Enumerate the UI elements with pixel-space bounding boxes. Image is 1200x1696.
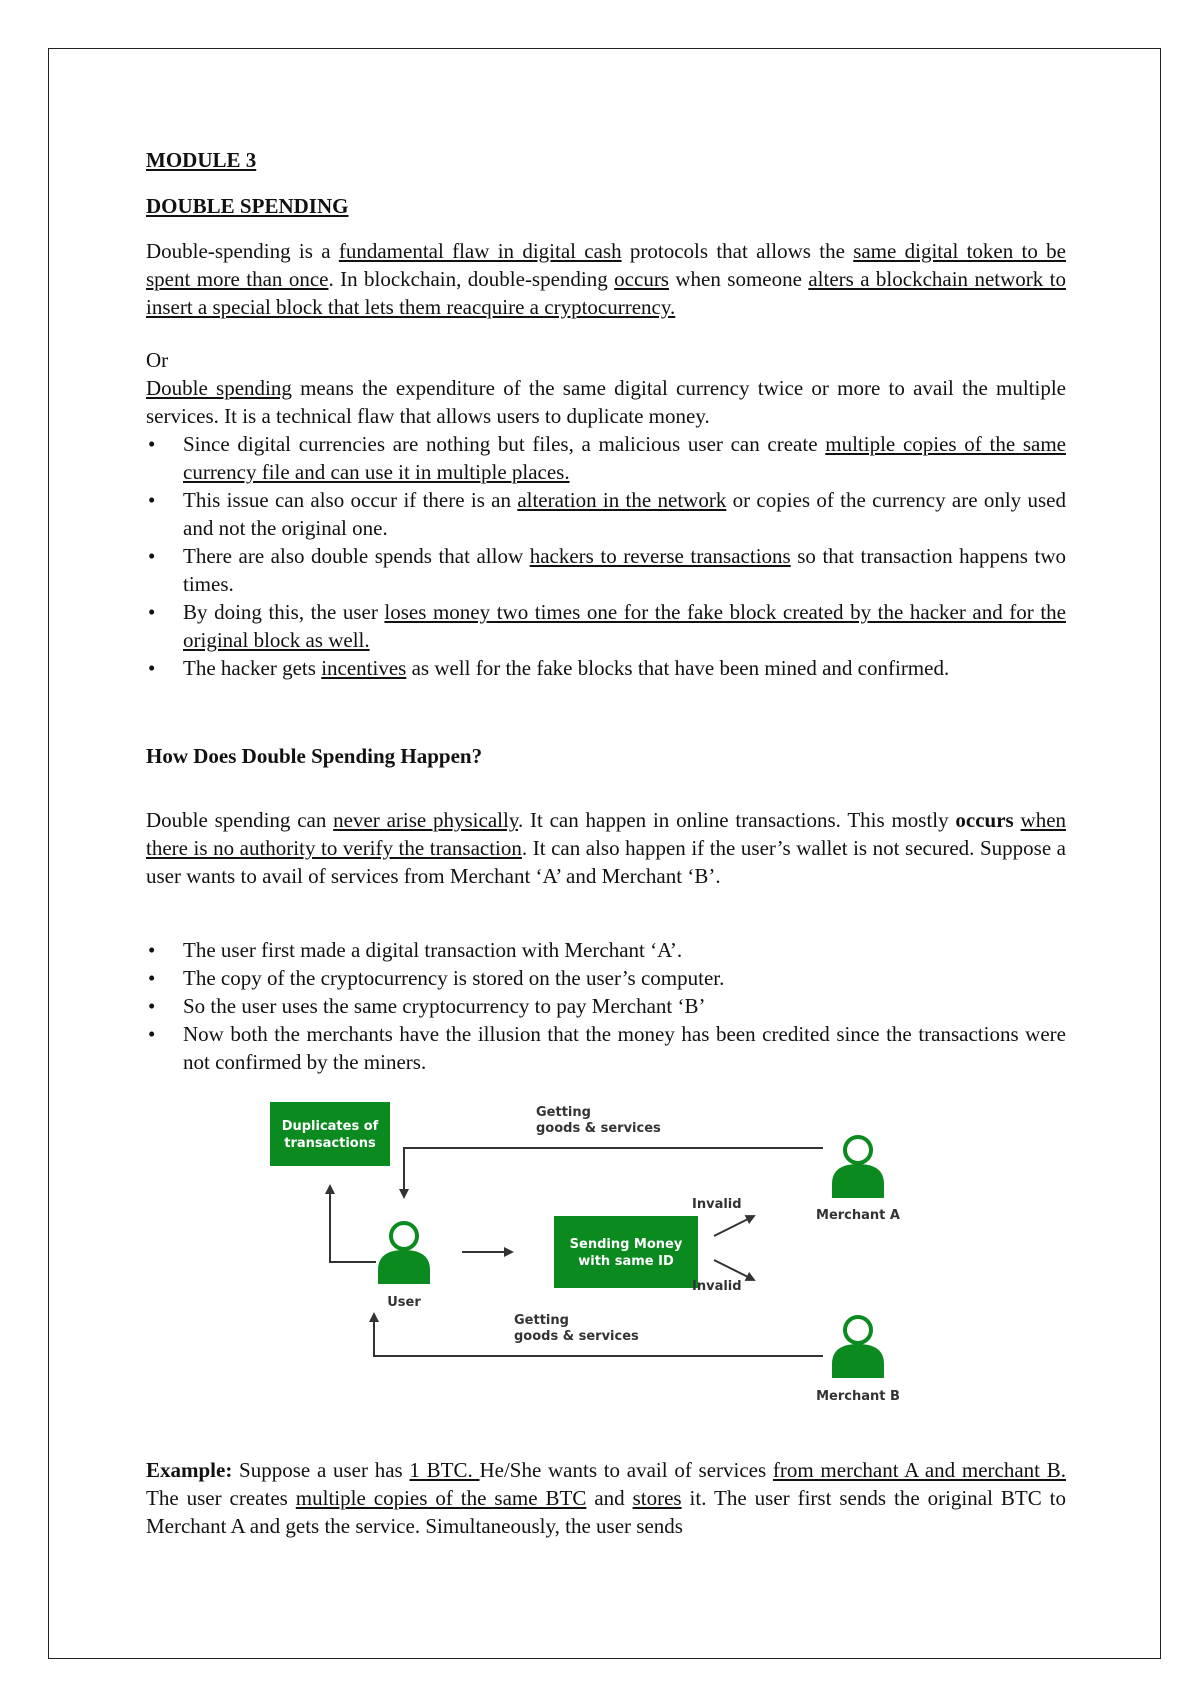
sending-money-box (554, 1216, 698, 1288)
list-item: • The copy of the cryptocurrency is stored on the user’s computer. (146, 964, 1066, 992)
user-label: User (387, 1295, 421, 1310)
subsection-heading: How Does Double Spending Happen? (146, 744, 483, 768)
underlined-text: Double spending (146, 376, 292, 400)
text-run: By doing this, the user (183, 600, 385, 624)
user-icon (378, 1223, 430, 1284)
text-run: . It can happen in online transactions. This mostly (517, 808, 956, 832)
invalid-top-label: Invalid (692, 1197, 742, 1212)
text-run (1014, 808, 1021, 832)
example-paragraph (146, 1456, 1066, 1540)
list-item (146, 654, 1066, 682)
sending-box-line1: Sending Money (569, 1237, 683, 1252)
text-run: This issue can also occur if there is an (183, 488, 518, 512)
flaw-bullet-list (146, 430, 1066, 682)
text-run: as well for the fake blocks that have been mined and confirmed. (406, 656, 950, 680)
explanation-paragraph (146, 806, 1066, 890)
getting-bottom-line1: Getting (514, 1313, 569, 1328)
text-run: protocols that allows the (621, 239, 854, 263)
steps-bullet-list (146, 936, 1066, 1076)
underlined-text: 1 BTC. (409, 1458, 480, 1482)
module-title: MODULE 3 (146, 148, 257, 172)
underlined-text: multiple copies of the same currency file and can use it in multiple places. (183, 432, 1066, 484)
underlined-text: multiple copies of the same BTC (295, 1486, 587, 1510)
getting-top-line2: goods & services (536, 1121, 661, 1136)
text-run: when someone (668, 267, 809, 291)
text-run: He/She wants to avail of services (479, 1458, 773, 1482)
getting-bottom-line2: goods & services (514, 1329, 639, 1344)
list-item (146, 598, 1066, 654)
text-run: . It can also happen if the user’s wallet is not secured. Suppose a user wants to avail of services from Merchant ‘A’ and Merchant ‘B’. (146, 836, 1067, 888)
underlined-text: hackers to reverse transactions (529, 544, 791, 568)
getting-top-line1: Getting (536, 1105, 591, 1120)
text-run: and (586, 1486, 633, 1510)
underlined-text: fundamental flaw in digital cash (338, 239, 622, 263)
definition-paragraph (146, 237, 1066, 321)
list-item (146, 486, 1066, 542)
merchant-a-label: Merchant A (816, 1208, 900, 1223)
sending-box-line2: with same ID (578, 1254, 674, 1269)
list-item: • The user first made a digital transaction with Merchant ‘A’. (146, 936, 1066, 964)
duplicates-box (270, 1102, 390, 1166)
arrow-invalid-to-merchant-a (714, 1216, 754, 1236)
duplicates-box-line1: Duplicates of (281, 1119, 379, 1134)
or-label: Or (146, 348, 169, 372)
duplicates-box-line2: transactions (284, 1136, 376, 1151)
underlined-text: from merchant A and merchant B. (772, 1458, 1066, 1482)
list-item: • So the user uses the same cryptocurrency to pay Merchant ‘B’ (146, 992, 1066, 1020)
merchant-a-icon (832, 1137, 884, 1198)
text-run: Since digital currencies are nothing but files, a malicious user can create (183, 432, 826, 456)
merchant-b-icon (832, 1317, 884, 1378)
underlined-text: alteration in the network (517, 488, 727, 512)
list-item (146, 542, 1066, 598)
text-run: it. The user first sends the original BTC to Merchant A and gets the service. Simultaneously, the user sends (146, 1486, 1067, 1538)
underlined-text: when there is no authority to verify the transaction (146, 808, 1067, 860)
bold-text: occurs (955, 808, 1014, 832)
text-run: Suppose a user has (232, 1458, 410, 1482)
text-run: . In blockchain, double-spending (328, 267, 615, 291)
text-run: means the expenditure of the same digital currency twice or more to avail the multiple services. It is a technical flaw that allows users to duplicate money. (146, 376, 1066, 428)
list-item (146, 430, 1066, 486)
underlined-text: incentives (321, 656, 407, 680)
underlined-text: same digital token to be spent more than once (146, 239, 1066, 291)
arrow-user-to-duplicates (330, 1186, 376, 1262)
text-run: or copies of the currency are only used and not the original one. (183, 488, 1066, 540)
text-run: so that transaction happens two times. (183, 544, 1067, 596)
bold-text: Example: (146, 1458, 233, 1482)
underlined-text: never arise physically (333, 808, 518, 832)
text-run: Double-spending is a (146, 239, 339, 263)
double-spending-diagram (268, 1092, 928, 1412)
invalid-bottom-label: Invalid (692, 1279, 742, 1294)
underlined-text: stores (632, 1486, 682, 1510)
text-run: Double spending can (146, 808, 334, 832)
underlined-text: alters a blockchain network to insert a special block that lets them reacquire a cryptocurrency. (146, 267, 1066, 319)
merchant-b-label: Merchant B (816, 1389, 900, 1404)
underlined-text: loses money two times one for the fake block created by the hacker and for the original block as well. (183, 600, 1066, 652)
section-heading: DOUBLE SPENDING (146, 194, 349, 218)
arrow-merchant-a-to-user (404, 1148, 823, 1197)
alt-definition-paragraph (146, 374, 1066, 430)
arrow-invalid-to-merchant-b (714, 1260, 754, 1280)
text-run: The user creates (146, 1486, 296, 1510)
text-run: There are also double spends that allow (183, 544, 530, 568)
underlined-text: occurs (614, 267, 669, 291)
text-run: The hacker gets (183, 656, 322, 680)
list-item: • Now both the merchants have the illusion that the money has been credited since the transactions were not confirmed by the miners. (146, 1020, 1066, 1076)
